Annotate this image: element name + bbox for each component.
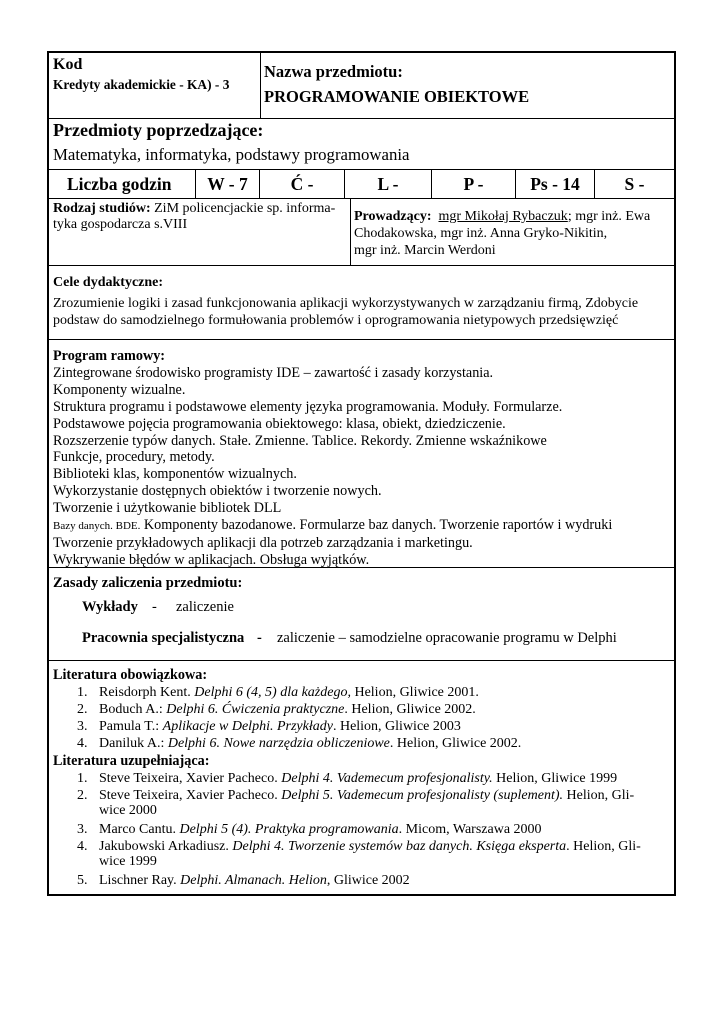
program-line: Tworzenie przykładowych aplikacji dla potrzeb zarządzania i marketingu. [53, 534, 473, 551]
prerequisites-label: Przedmioty poprzedzające: [53, 120, 264, 140]
program-line: Struktura programu i podstawowe elementy języka programowania. Moduły. Formularze. [53, 398, 563, 415]
lectures-value: zaliczenie [176, 599, 234, 615]
goals-line-2: podstaw do samodzielnego formułowania problemów i oprogramowania nietypowych przedsięwzięć [53, 313, 619, 328]
course-name: PROGRAMOWANIE OBIEKTOWE [264, 87, 530, 106]
lecturers-cont-2: mgr inż. Marcin Werdoni [354, 243, 496, 258]
supplementary-item: 4. Jakubowski Arkadiusz. Delphi 4. Tworzenie systemów baz danych. Księga eksperta. Helion, Gli- wice 1999 [77, 839, 641, 869]
program-line: Wykorzystanie dostępnych obiektów i tworzenie nowych. [53, 483, 382, 500]
program-line: Funkcje, procedury, metody. [53, 449, 215, 466]
required-item: 2. Boduch A.: Delphi 6. Ćwiczenia praktyczne. Helion, Gliwice 2002. [77, 702, 476, 717]
program-line: Podstawowe pojęcia programowania obiektowego: klasa, obiekt, dziedziczenie. [53, 415, 506, 432]
lecturers-cont: Chodakowska, mgr inż. Anna Gryko-Nikitin, [354, 226, 608, 241]
hours-row [49, 170, 674, 199]
program-row [49, 340, 674, 568]
supplementary-item: 3. Marco Cantu. Delphi 5 (4). Praktyka programowania. Micom, Warszawa 2000 [77, 822, 542, 837]
hours-label: Liczba godzin [67, 174, 172, 194]
lecturers: Prowadzący: mgr Mikołaj Rybaczuk; mgr inż. Ewa Chodakowska, mgr inż. Anna Gryko-Nikitin, mgr inż. Marcin Werdoni [354, 209, 651, 258]
lab-dash: - [257, 630, 262, 646]
supplementary-item: 2. Steve Teixeira, Xavier Pacheco. Delphi 5. Vademecum profesjonalisty (suplement). Helion, Gli- wice 2000 [77, 788, 635, 818]
program-line: Komponenty wizualne. [53, 381, 186, 398]
program-line: Wykrywanie błędów w aplikacjach. Obsługa wyjątków. [53, 551, 370, 568]
goals-label: Cele dydaktyczne: [53, 275, 164, 290]
course-name-label: Nazwa przedmiotu: [264, 62, 403, 81]
required-literature-label: Literatura obowiązkowa: [53, 667, 208, 683]
goals-line-1: Zrozumienie logiki i zasad funkcjonowania aplikacji wykorzystywanych w zarządzaniu firmą, Zdobycie [53, 296, 639, 311]
kod-label: Kod [53, 56, 83, 73]
supplementary-literature-label: Literatura uzupełniająca: [53, 753, 210, 769]
prerequisites-row [49, 119, 674, 170]
hours-lectures: W - 7 [207, 174, 248, 194]
studies-row [49, 199, 674, 266]
header-row [49, 53, 674, 119]
assessment-row [49, 568, 674, 661]
program-list [53, 348, 612, 569]
program-small-prefix: Bazy danych. BDE. [53, 520, 141, 533]
program-line: Rozszerzenie typów danych. Stałe. Zmienne. Tablice. Rekordy. Zmienne wskaźnikowe [53, 432, 547, 449]
program-line: Tworzenie i użytkowanie bibliotek DLL [53, 500, 282, 517]
credits: Kredyty akademickie - KA) - 3 [53, 77, 230, 92]
hours-labs: L - [377, 174, 399, 194]
prerequisites-value: Matematyka, informatyka, podstawy programowania [53, 145, 410, 164]
assessment-label: Zasady zaliczenia przedmiotu: [53, 575, 243, 591]
literature-row [49, 661, 674, 894]
supplementary-item: 5. Lischner Ray. Delphi. Almanach. Helion, Gliwice 2002 [77, 873, 410, 888]
supplementary-item: 1. Steve Teixeira, Xavier Pacheco. Delphi 4. Vademecum profesjonalisty. Helion, Gliwice 1999 [77, 771, 618, 786]
hours-projects: P - [463, 174, 484, 194]
required-item: 3. Pamula T.: Aplikacje w Delphi. Przykłady. Helion, Gliwice 2003 [77, 719, 461, 734]
lectures-dash: - [152, 599, 157, 615]
goals-row [49, 266, 674, 340]
hours-specialist-lab: Ps - 14 [530, 174, 580, 194]
lab-value: zaliczenie – samodzielne opracowanie programu w Delphi [277, 630, 617, 646]
study-type [53, 201, 335, 233]
course-card [47, 51, 676, 896]
program-label: Program ramowy: [53, 348, 166, 364]
required-item: 4. Daniluk A.: Delphi 6. Nowe narzędzia obliczeniowe. Helion, Gliwice 2002. [77, 736, 522, 751]
lab-label: Pracownia specjalistyczna [82, 630, 245, 646]
study-type-value: ZiM policencjackie sp. informa- [150, 201, 336, 216]
study-type-label: Rodzaj studiów: [53, 201, 151, 216]
program-line: Zintegrowane środowisko programisty IDE – zawartość i zasady korzystania. [53, 364, 494, 381]
lecturers-label: Prowadzący: [354, 209, 432, 224]
program-line: Bazy danych. BDE. Komponenty bazodanowe. Formularze baz danych. Tworzenie raportów i wydruki [53, 517, 613, 534]
program-line: Biblioteki klas, komponentów wizualnych. [53, 466, 297, 483]
required-item: 1. Reisdorph Kent. Delphi 6 (4, 5) dla każdego, Helion, Gliwice 2001. [77, 685, 479, 700]
lecturer-main: mgr Mikołaj Rybaczuk [438, 209, 568, 224]
hours-seminar: S - [624, 174, 645, 194]
study-type-value-cont: tyka gospodarcza s.VIII [53, 217, 188, 232]
lectures-label: Wykłady [82, 599, 138, 615]
hours-exercises: Ć - [290, 174, 314, 194]
